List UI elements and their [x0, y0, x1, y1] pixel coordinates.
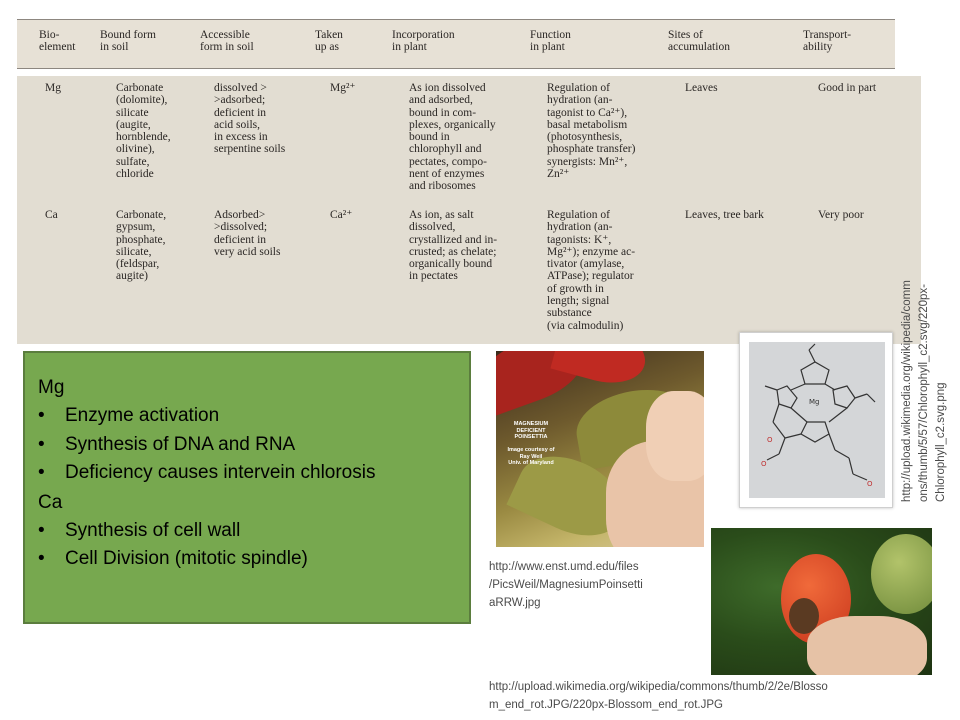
table-cell: Good in part: [818, 82, 877, 94]
header-taken-up-as: Taken up as: [315, 29, 343, 53]
svg-text:Mg: Mg: [809, 398, 820, 406]
table-cell: Ca: [45, 209, 58, 221]
svg-text:O: O: [767, 436, 773, 444]
hand-shape: [646, 391, 704, 481]
list-item: • Deficiency causes intervein chlorosis: [38, 459, 469, 488]
chlorophyll-structure-image: [749, 342, 885, 498]
header-bound-form: Bound form in soil: [100, 29, 156, 53]
table-cell: As ion dissolved and adsorbed, bound in com- plexes, organically bound in chlorophyll and pectates, compo- nent of enzymes and ribosomes: [409, 82, 496, 193]
poinsettia-photo: [496, 351, 704, 547]
svg-text:O: O: [867, 480, 873, 488]
header-function: Function in plant: [530, 29, 571, 53]
divider: [17, 19, 895, 20]
table-cell: Carbonate, gypsum, phosphate, silicate, (feldspar, augite): [116, 209, 167, 283]
divider: [17, 68, 895, 69]
chlorophyll-source-link[interactable]: http://upload.wikimedia.org/wikipedia/comm ons/thumb/5/57/Chlorophyll_c2.svg/220px- Chlorophyll_c2.svg.png: [901, 280, 947, 502]
header-sites: Sites of accumulation: [668, 29, 730, 53]
table-cell: Ca²⁺: [330, 209, 353, 221]
hand-shape: [807, 616, 927, 675]
list-item: • Synthesis of DNA and RNA: [38, 431, 469, 460]
table-cell: Regulation of hydration (an- tagonists: K⁺, Mg²⁺); enzyme ac- tivator (amylase, ATPase); regulator of growth in length; signal substance (via calmodulin): [547, 209, 636, 332]
table-cell: dissolved > >adsorbed; deficient in acid soils, in excess in serpentine soils: [214, 82, 286, 156]
table-body: [17, 76, 921, 344]
mg-list: [38, 402, 469, 488]
image-caption-label: MAGNESIUM DEFICIENT POINSETTIA Image courtesy of Ray Weil Univ. of Maryland: [507, 421, 555, 466]
table-cell: Mg: [45, 82, 61, 94]
table-cell: Adsorbed> >dissolved; deficient in very acid soils: [214, 209, 281, 258]
table-cell: Regulation of hydration (an- tagonist to Ca²⁺), basal metabolism (photosynthesis, phosphate transfer) synergists: Mn²⁺, Zn²⁺: [547, 82, 636, 181]
list-item: • Synthesis of cell wall: [38, 517, 469, 546]
table-cell: As ion, as salt dissolved, crystallized and in- crusted; as chelate; organically bound in pectates: [409, 209, 498, 283]
list-item: • Cell Division (mitotic spindle): [38, 545, 469, 574]
header-transportability: Transport- ability: [803, 29, 852, 53]
blossom-end-rot-photo: [711, 528, 932, 675]
green-tomato-shape: [871, 534, 932, 614]
header-incorporation: Incorporation in plant: [392, 29, 455, 53]
ca-list: [38, 517, 469, 574]
summary-box: [23, 351, 471, 624]
table-cell: Leaves, tree bark: [685, 209, 764, 221]
svg-text:O: O: [761, 460, 767, 468]
poinsettia-source-link[interactable]: http://www.enst.umd.edu/files /PicsWeil/MagnesiumPoinsetti aRRW.jpg: [489, 561, 643, 609]
header-bio-element: Bio- element: [39, 29, 76, 53]
table-cell: Leaves: [685, 82, 718, 94]
blossom-source-link[interactable]: http://upload.wikimedia.org/wikipedia/commons/thumb/2/2e/Blosso m_end_rot.JPG/220px-Blossom_end_rot.JPG: [489, 681, 828, 711]
table-cell: Mg²⁺: [330, 82, 356, 94]
ca-heading: Ca: [38, 491, 63, 513]
header-accessible-form: Accessible form in soil: [200, 29, 254, 53]
table-header: [17, 19, 895, 69]
table-cell: Very poor: [818, 209, 864, 221]
list-item: • Enzyme activation: [38, 402, 469, 431]
mg-heading: Mg: [38, 377, 65, 398]
table-cell: Carbonate (dolomite), silicate (augite, hornblende, olivine), sulfate, chloride: [116, 82, 171, 181]
chlorophyll-molecule-icon: [749, 342, 885, 498]
